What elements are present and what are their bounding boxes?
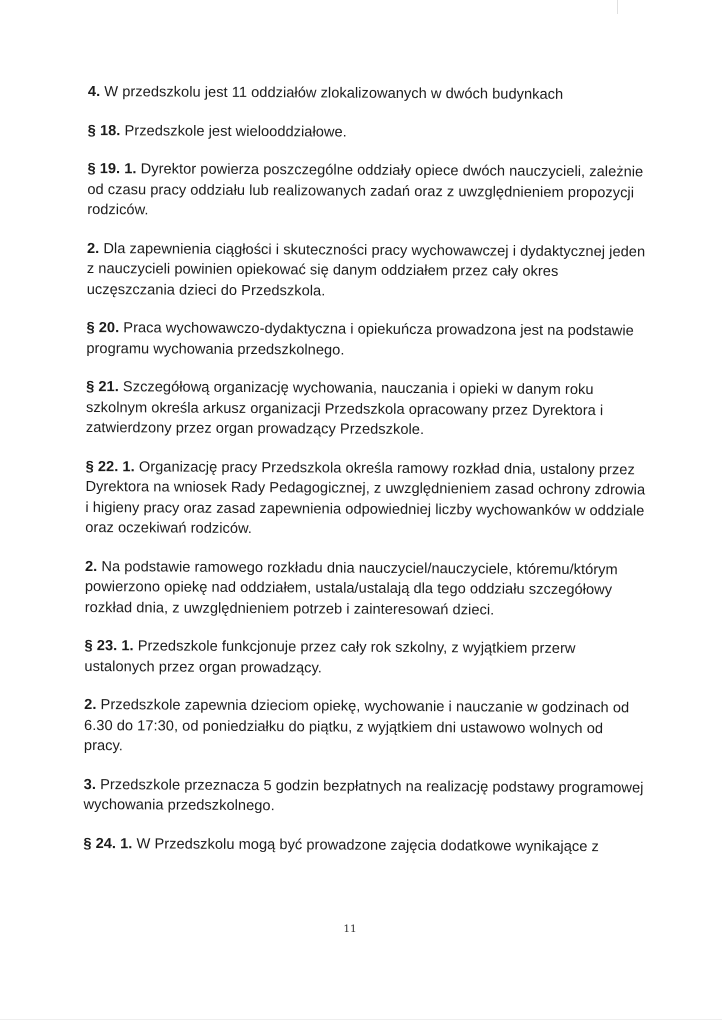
paragraph-number: 2. [86,240,100,257]
paragraph-number: 2. [84,558,98,575]
paragraph-text: Przedszkole funkcjonuje przez cały rok szkolny, z wyjątkiem przerw ustalonych przez organ prowadzący. [84,638,576,676]
paragraph-text: Przedszkole przeznacza 5 godzin bezpłatnych na realizację podstawy programowej wychowania przedszkolnego. [83,776,644,815]
paragraph-s22-2 [85,556,645,621]
paragraph-s20 [86,318,646,362]
paragraph-text: Na podstawie ramowego rozkładu dnia nauczyciel/nauczyciele, któremu/którym powierzono opiekę nad oddziałem, ustala/ustalają dla tego oddziału szczegółowy rozkład dnia, z uwzględnieniem potrzeb i zainteresowań dzieci. [84,558,618,618]
paragraph-text: Organizację pracy Przedszkola określa ramowy rozkład dnia, ustalony przez Dyrektora na wniosek Rady Pedagogicznej, z uwzględnieniem zasad ochrony zdrowia i higieny pracy oraz zasad zapewnienia odpowiedniej liczby wychowanków w oddziale oraz oczekiwań rodziców. [85,458,646,538]
paragraph-number: § 19. 1. [87,160,137,178]
paragraph-text: Dyrektor powierza poszczególne oddziały opiece dwóch nauczycieli, zależnie od czasu pracy oddziału lub realizowanych zadań oraz z uwzględnieniem propozycji rodziców. [87,161,644,219]
page-number: 11 [343,923,357,935]
paragraph-number: § 22. 1. [85,458,135,475]
paragraph-s21 [86,377,646,442]
paragraph-text: W Przedszkolu mogą być prowadzone zajęcia dodatkowe wynikające z [132,835,599,855]
paragraph-number: § 23. 1. [84,637,134,655]
paragraph-number: § 18. [87,122,121,139]
paragraph-s23-1 [84,636,644,680]
paragraph-text: Dla zapewnienia ciągłości i skuteczności pracy wychowawczej i dydaktycznej jeden z nauczycieli powinien opiekować się danym oddziałem przez cały okres uczęszczania dzieci do Przedszkola. [86,240,646,299]
paragraph-4 [88,82,648,106]
paragraph-s22-1 [85,456,645,541]
paragraph-s24-1 [83,833,643,857]
paragraph-text: W przedszkolu jest 11 oddziałów zlokalizowanych w dwóch budynkach [100,84,564,103]
scan-bottom-edge [0,1019,722,1020]
paragraph-s18 [88,120,648,144]
paragraph-s23-3 [84,774,644,818]
paragraph-s23-2 [84,695,644,760]
scan-edge-mark [617,0,618,14]
paragraph-text: Przedszkole zapewnia dzieciom opiekę, wychowanie i nauczanie w godzinach od 6.30 do 17:30, od poniedziałku do piątku, z wyjątkiem dni ustawowo wolnych od pracy. [83,697,630,755]
document-body [83,82,648,875]
paragraph-text: Szczegółową organizację wychowania, nauczania i opieki w danym roku szkolnym określa arkusz organizacji Przedszkola opracowany przez Dyrektora i zatwierdzony przez organ prowadzący Przedszkole. [85,379,604,439]
paragraph-text: Praca wychowawczo-dydaktyczna i opiekuńcza prowadzona jest na podstawie programu wychowania przedszkolnego. [86,320,634,359]
paragraph-number: § 24. 1. [83,835,133,852]
paragraph-s19-2 [87,238,647,303]
paragraph-number: 2. [84,696,97,714]
paragraph-number: § 21. [86,378,119,396]
paragraph-text: Przedszkole jest wielooddziałowe. [120,122,347,141]
paragraph-number: 4. [87,83,101,101]
paragraph-number: § 20. [86,319,120,337]
paragraph-s19-1 [87,159,647,224]
paragraph-number: 3. [83,776,97,793]
